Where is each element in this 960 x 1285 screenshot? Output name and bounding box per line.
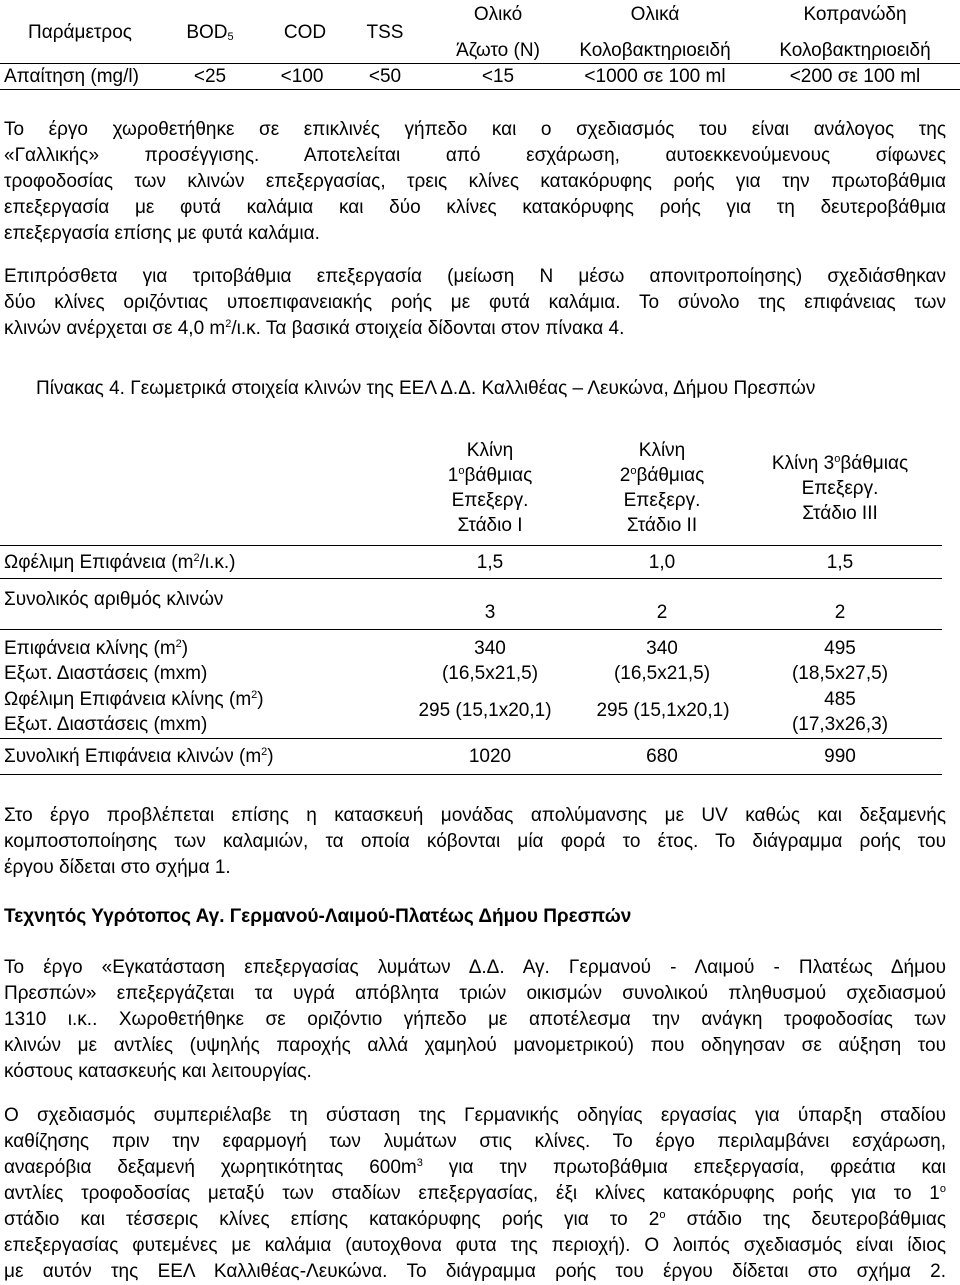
row-bed-area-v1: 340 (16,5x21,5)	[441, 638, 539, 684]
text-line: αναερόβια δεξαμενή χωρητικότητας $600m^3$ για την πρωτοβάθμια επεξεργασία, φρεάτια και	[4, 1157, 946, 1178]
text-line: κομποστοποίησης των καλαμιών, τα οποία κόβονται μία φορά το έτος. Το διάγραμμα ροής του	[4, 831, 946, 852]
text-line: Επιπρόσθετα για τριτοβάθμια επεξεργασία (μείωση Ν μέσω απονιτροποίησης) σχεδιάσθηκαν	[4, 266, 946, 287]
header-parameter: Παράμετρος	[28, 22, 132, 43]
header-cod: COD	[283, 22, 327, 43]
header-fecal-coliforms-2: Κολοβακτηριοειδή	[779, 40, 931, 61]
text-line: Το έργο «Εγκατάσταση επεξεργασίας λυμάτων Δ.Δ. Αγ. Γερμανού - Λαιμού - Πλατέως Δήμου	[4, 957, 946, 978]
row-total-area-v1: 1020	[468, 746, 512, 767]
col-header-stage-1: Κλίνη $1^o\beta ά\theta\mu\iota\alpha\varsigma$ Επεξεργ. Στάδιο Ι	[447, 440, 533, 536]
row-useful-area-v1: 1,5	[476, 552, 504, 573]
row-useful-bed-area-v2: 295 (15,1x20,1)	[596, 700, 730, 721]
text-line: κλινών ανέρχεται σε 4,0 $m^2/\iota.\kappa$. Τα βασικά στοιχεία δίδονται στον πίνακα 4.	[4, 318, 625, 339]
text-line: Ο σχεδιασμός συμπεριέλαβε τη σύσταση της Γερμανικής οδηγίας εργασίας για ύπαρξη σταδίου	[4, 1105, 946, 1126]
row-tc-value: <1000 σε 100 ml	[584, 66, 726, 87]
paragraph-uv-disinfection	[4, 803, 946, 881]
text-line: με αυτόν της ΕΕΛ Καλλιθέας-Λευκώνα. Το διάγραμμα ροής του έργου δίδεται στο σχήμα 2.	[4, 1261, 946, 1282]
table4-bottom-divider	[0, 774, 942, 775]
row-fc-value: <200 σε 100 ml	[789, 66, 921, 87]
table4-divider	[0, 578, 942, 579]
text-line: Στο έργο προβλέπεται επίσης η κατασκευή μονάδας απολύμανσης με UV καθώς και δεξαμενής	[4, 805, 946, 826]
table4-header-divider	[0, 545, 942, 546]
text-line: καθίζησης πριν την εφαρμογή των λυμάτων στις κλίνες. Το έργο περιλαμβάνει εσχάρωση,	[4, 1131, 946, 1152]
table-bottom-divider	[0, 89, 960, 90]
row-bed-count-v2: 2	[656, 602, 668, 623]
row-bed-count-v1: 3	[484, 602, 496, 623]
row-useful-area-v3: 1,5	[826, 552, 854, 573]
text-line: στάδιο και τέσσερις κλίνες επίσης κατακόρυφης ροής για το $2^o$ στάδιο της δευτεροβάθμιας	[4, 1209, 946, 1230]
text-line: κόστους κατασκευής και λειτουργίας.	[4, 1061, 312, 1082]
header-tss: TSS	[366, 22, 404, 43]
row-bod-value: <25	[193, 66, 227, 87]
col-header-stage-3: Κλίνη $3^o\beta ά\theta\mu\iota\alpha\varsigma$ Επεξεργ. Στάδιο ΙΙΙ	[771, 453, 909, 524]
row-total-area-v2: 680	[646, 746, 678, 767]
paragraph-design-details	[4, 1103, 946, 1285]
paragraph-site-design	[4, 117, 946, 247]
text-line: κλινών με αντλίες (υψηλής παροχής αλλά χαμηλού μανομετρικού) που οδηγησαν σε αύξηση του	[4, 1035, 946, 1056]
row-useful-area-label: Ωφέλιμη Επιφάνεια $(m^2/\iota.\kappa.)$	[4, 552, 236, 573]
text-line: αντλίες τροφοδοσίας μεταξύ των σταδίων επεξεργασίας, έξι κλίνες κατακόρυφης ροής για το $1^o$	[4, 1183, 946, 1204]
row-useful-bed-area-label: Ωφέλιμη Επιφάνεια κλίνης $(m^2)$ Εξωτ. Διαστάσεις (mxm)	[4, 689, 264, 735]
row-tn-value: <15	[481, 66, 515, 87]
text-line: Πρεσπών» επεξεργάζεται τα υγρά απόβλητα τριών οικισμών συνολικού πληθυσμού σχεδιασμού	[4, 983, 946, 1004]
paragraph-project-overview	[4, 955, 946, 1085]
paragraph-tertiary-treatment	[4, 264, 946, 342]
row-tss-value: <50	[368, 66, 402, 87]
header-total-coliforms-2: Κολοβακτηριοειδή	[579, 40, 731, 61]
row-cod-value: <100	[280, 66, 324, 87]
row-bed-area-v3: 495 (18,5x27,5)	[791, 638, 889, 684]
table-caption: Πίνακας 4. Γεωμετρικά στοιχεία κλινών της ΕΕΛ Δ.Δ. Καλλιθέας – Λευκώνα, Δήμου Πρεσπών	[36, 378, 816, 399]
section-heading: Τεχνητός Υγρότοπος Αγ. Γερμανού-Λαιμού-Πλατέως Δήμου Πρεσπών	[4, 906, 632, 927]
header-fecal-coliforms-1: Κοπρανώδη	[803, 4, 907, 25]
text-line: επεξεργασία με φυτά καλάμια και δύο κλίνες κατακόρυφης ροής για τη δευτεροβάθμια	[4, 197, 946, 218]
text-line: Το έργο χωροθετήθηκε σε επικλινές γήπεδο και ο σχεδιασμός του είναι ανάλογος της	[4, 119, 946, 140]
row-bed-area-label: Επιφάνεια κλίνης $(m^2)$ Εξωτ. Διαστάσεις (mxm)	[4, 638, 208, 684]
row-bed-count-v3: 2	[834, 602, 846, 623]
col-header-stage-2: Κλίνη $2^o\beta ά\theta\mu\iota\alpha\varsigma$ Επεξεργ. Στάδιο ΙΙ	[619, 440, 705, 536]
row-bed-area-v2: 340 (16,5x21,5)	[613, 638, 711, 684]
row-requirement-label: Απαίτηση (mg/l)	[4, 66, 139, 87]
row-total-area-v3: 990	[824, 746, 856, 767]
row-useful-bed-area-v3: 485 (17,3x26,3)	[791, 689, 889, 735]
table4-divider	[0, 738, 942, 739]
table-top-divider	[0, 63, 960, 64]
header-total-nitrogen-2: Άζωτο (Ν)	[456, 40, 540, 61]
header-total-coliforms-1: Ολικά	[630, 4, 680, 25]
text-line: «Γαλλικής» προσέγγισης. Αποτελείται από εσχάρωση, αυτοεκκενούμενους σίφωνες	[4, 145, 946, 166]
row-total-area-label: Συνολική Επιφάνεια κλινών $(m^2)$	[4, 746, 274, 767]
table4-divider	[0, 629, 942, 630]
text-line: 1310 ι.κ.. Χωροθετήθηκε σε οριζόντιο γήπεδο με αποτέλεσμα την ανάγκη τροφοδοσίας των	[4, 1009, 946, 1030]
row-useful-bed-area-v1: 295 (15,1x20,1)	[418, 700, 552, 721]
row-useful-area-v2: 1,0	[648, 552, 676, 573]
text-line: επεξεργασία επίσης με φυτά καλάμια.	[4, 223, 320, 244]
text-line: έργου δίδεται στο σχήμα 1.	[4, 857, 231, 878]
text-line: δύο κλίνες οριζόντιας υποεπιφανειακής ροής με φυτά καλάμια. Το σύνολο της επιφάνειας των	[4, 292, 946, 313]
text-line: τροφοδοσίας των κλινών επεξεργασίας, τρεις κλίνες κατακόρυφης ροής για την πρωτοβάθμια	[4, 171, 946, 192]
header-bod: $BOD_5$	[186, 22, 234, 43]
header-total-nitrogen-1: Ολικό	[473, 4, 523, 25]
row-bed-count-label: Συνολικός αριθμός κλινών	[4, 589, 224, 610]
text-line: επεξεργασίας φυτεμένες με καλάμια (αυτοχθονα φυτα της περιοχή). Ο λοιπός σχεδιασμός είναι ίδιος	[4, 1235, 946, 1256]
